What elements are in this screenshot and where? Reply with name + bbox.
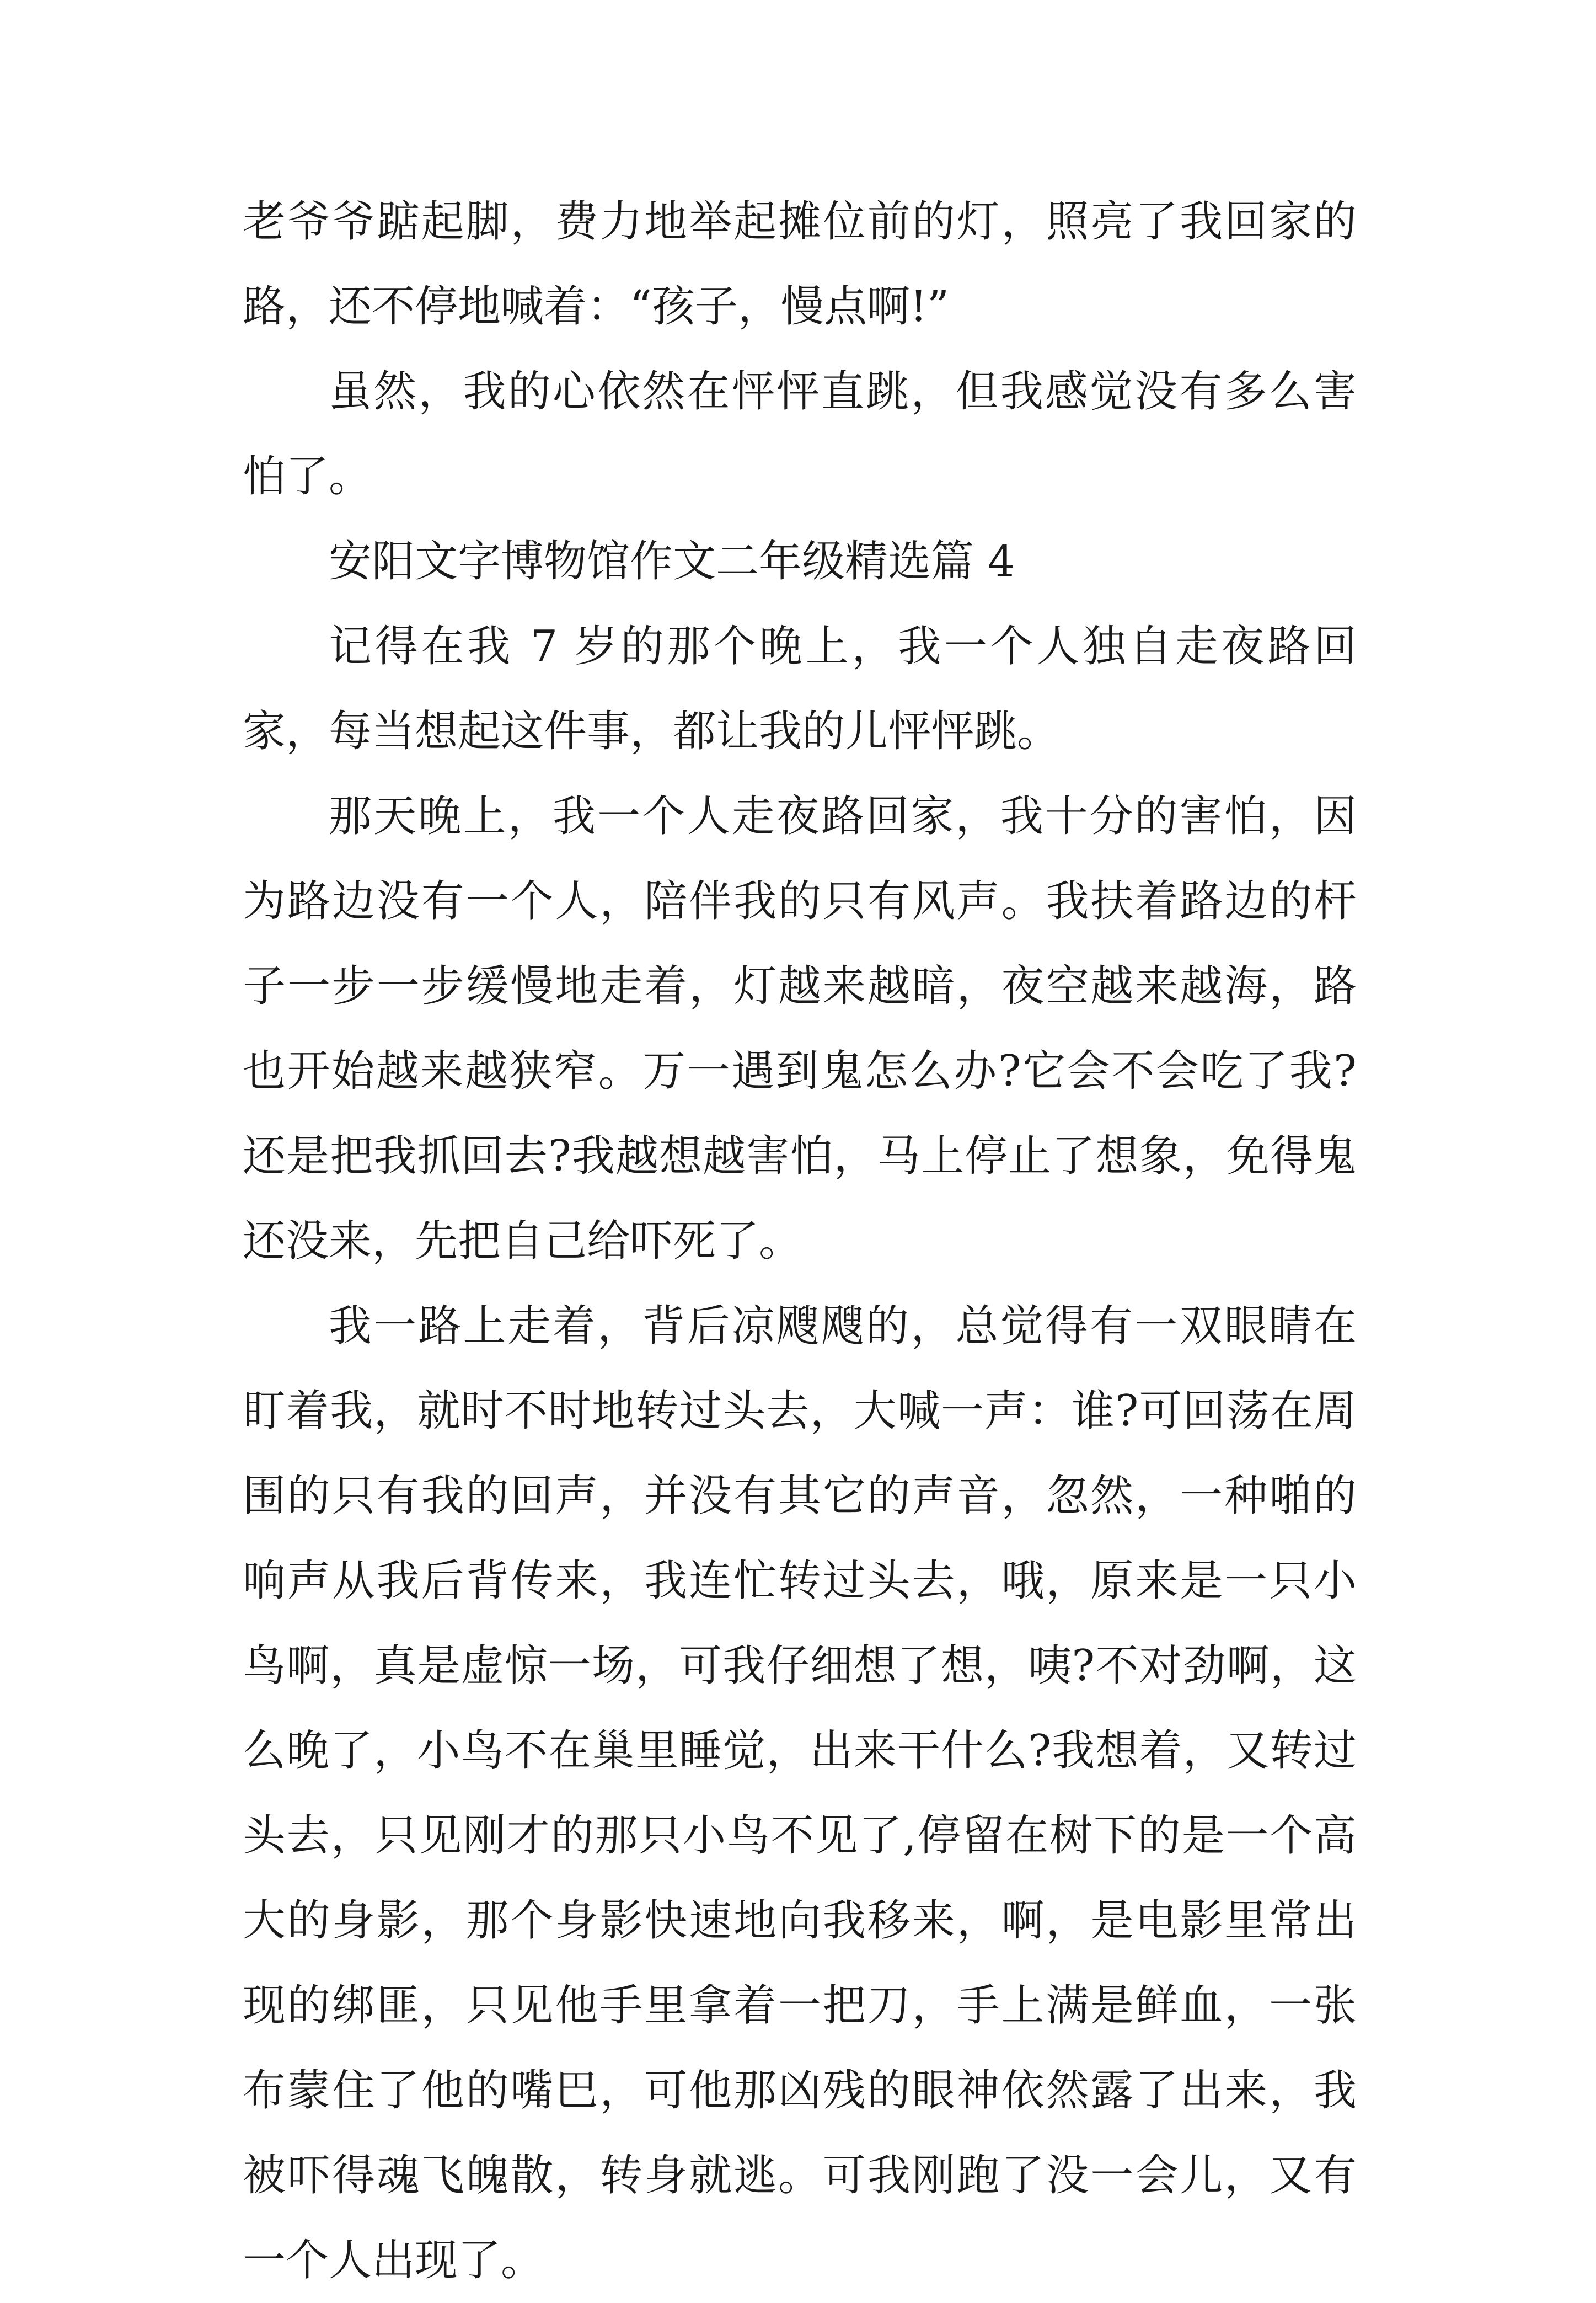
paragraph: 那天晚上，我一个人走夜路回家，我十分的害怕，因为路边没有一个人，陪伴我的只有风声。我扶着路边的杆子一步一步缓慢地走着，灯越来越暗，夜空越来越海，路也开始越来越狭窄。万一遇到鬼怎么办?它会不会吃了我?还是把我抓回去?我越想越害怕，马上停止了想象，免得鬼还没来，先把自己给吓死了。 [243,792,1357,1266]
paragraph: 我一路上走着，背后凉飕飕的，总觉得有一双眼睛在盯着我，就时不时地转过头去，大喊一声：谁?可回荡在周围的只有我的回声，并没有其它的声音，忽然，一种啪的响声从我后背传来，我连忙转过头去，哦，原来是一只小鸟啊，真是虚惊一场，可我仔细想了想，咦?不对劲啊，这么晚了，小鸟不在巢里睡觉，出来干什么?我想着，又转过头去，只见刚才的那只小鸟不见了,停留在树下的是一个高大的身影，那个身影快速地向我移来，啊，是电影里常出现的绑匪，只见他手里拿着一把刀，手上满是鲜血，一张布蒙住了他的嘴巴，可他那凶残的眼神依然露了出来，我被吓得魂飞魄散，转身就逃。可我刚跑了没一会儿，又有一个人出现了。 [243,1301,1357,2285]
paragraph-continued: 老爷爷踮起脚，费力地举起摊位前的灯，照亮了我回家的路，还不停地喊着：“孩子，慢点啊!” [243,197,1357,332]
paragraph: 虽然，我的心依然在怦怦直跳，但我感觉没有多么害怕了。 [243,367,1357,501]
document-body [243,179,1357,2303]
section-heading: 安阳文字博物馆作文二年级精选篇 4 [329,537,1015,586]
paragraph: 记得在我 7 岁的那个晚上，我一个人独自走夜路回家，每当想起这件事，都让我的儿怦怦跳。 [243,622,1357,756]
